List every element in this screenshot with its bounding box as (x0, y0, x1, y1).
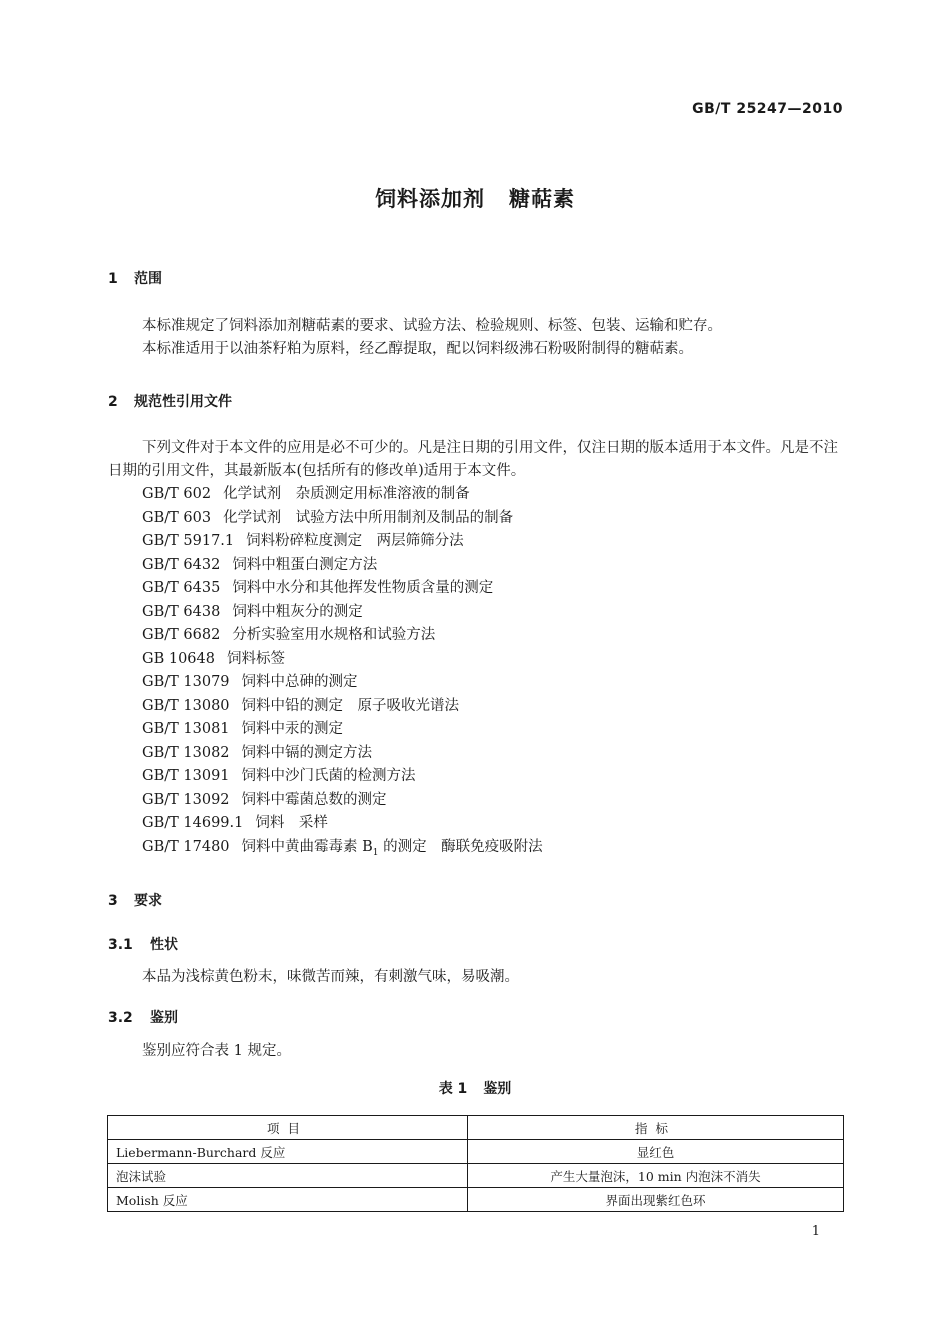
section-1-paragraph-1: 本标准规定了饲料添加剂糖萜素的要求、试验方法、检验规则、标签、包装、运输和贮存。 (142, 318, 722, 334)
reference-item: GB/T 14699.1 饲料 采样 (142, 815, 328, 831)
page-number: 1 (811, 1224, 820, 1239)
reference-item: GB/T 17480 饲料中黄曲霉毒素 $B_1$ 的测定 酶联免疫吸附法 (142, 838, 543, 858)
reference-item: GB/T 6682 分析实验室用水规格和试验方法 (142, 627, 436, 643)
section-3-1-text: 本品为浅棕黄色粉末，味微苦而辣，有刺激气味，易吸潮。 (142, 969, 519, 985)
reference-item: GB/T 6432 饲料中粗蛋白测定方法 (142, 556, 378, 573)
reference-item: GB/T 6438 饲料中粗灰分的测定 (142, 603, 363, 620)
page-title (0, 183, 950, 213)
section-3-heading: 3 要求 (108, 893, 162, 909)
reference-list (142, 483, 543, 865)
column-header-index: 指标 (468, 1116, 844, 1140)
reference-item: GB/T 603 化学试剂 试验方法中所用制剂及制品的制备 (142, 509, 514, 526)
reference-item: GB/T 6435 饲料中水分和其他挥发性物质含量的测定 (142, 580, 494, 596)
table-row: 泡沫试验 产生大量泡沫，10 min 内泡沫不消失 (108, 1164, 844, 1188)
section-1-heading: 1 范围 (108, 271, 162, 287)
section-3-1-heading: 3.1 性状 (108, 937, 178, 953)
reference-item: GB/T 13092 饲料中霉菌总数的测定 (142, 791, 387, 808)
table-header-row (108, 1116, 844, 1140)
section-2-heading: 2 规范性引用文件 (108, 394, 232, 410)
table-row: Liebermann-Burchard 反应 显红色 (108, 1140, 844, 1164)
reference-item: GB/T 13079 饲料中总砷的测定 (142, 674, 358, 690)
section-2-intro: 下列文件对于本文件的应用是必不可少的。凡是注日期的引用文件，仅注日期的版本适用于本文件。凡是不注日期的引用文件，其最新版本(包括所有的修改单)适用于本文件。 (108, 440, 838, 479)
title-part2: 糖萜素 (509, 187, 575, 211)
table-row: Molish 反应 界面出现紫红色环 (108, 1188, 844, 1212)
identification-table (107, 1115, 844, 1212)
section-3-2-text: 鉴别应符合表 1 规定。 (142, 1043, 291, 1059)
reference-item: GB/T 602 化学试剂 杂质测定用标准溶液的制备 (142, 486, 470, 502)
section-3-2-heading: 3.2 鉴别 (108, 1010, 178, 1026)
standard-number: GB/T 25247—2010 (692, 101, 843, 117)
column-header-item: 项目 (108, 1116, 468, 1140)
reference-item: GB/T 13091 饲料中沙门氏菌的检测方法 (142, 768, 416, 784)
title-part1: 饲料添加剂 (375, 187, 485, 211)
reference-item: GB/T 13081 饲料中汞的测定 (142, 721, 344, 737)
table-caption: 表 1 鉴别 (438, 1081, 512, 1097)
reference-item: GB/T 5917.1 饲料粉碎粒度测定 两层筛筛分法 (142, 533, 464, 549)
reference-item: GB/T 13082 饲料中镉的测定方法 (142, 744, 373, 761)
reference-item: GB 10648 饲料标签 (142, 650, 285, 667)
section-1-paragraph-2: 本标准适用于以油茶籽粕为原料，经乙醇提取，配以饲料级沸石粉吸附制得的糖萜素。 (142, 341, 693, 357)
reference-item: GB/T 13080 饲料中铅的测定 原子吸收光谱法 (142, 697, 460, 714)
